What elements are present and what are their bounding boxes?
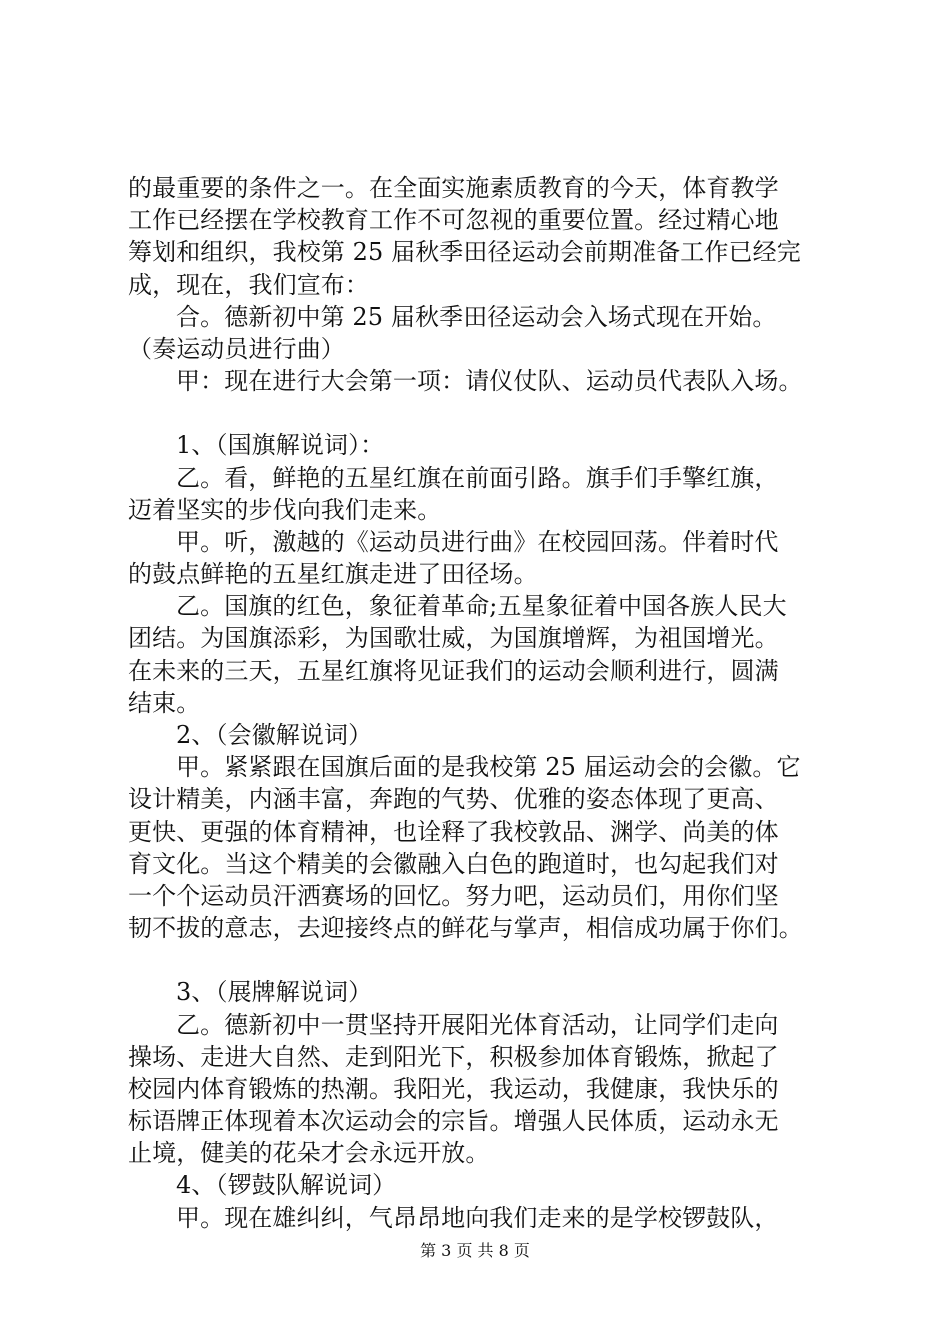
text-line: 筹划和组织，我校第 25 届秋季田径运动会前期准备工作已经完 xyxy=(128,238,801,267)
text-line: 团结。为国旗添彩，为国歌壮威，为国旗增辉，为祖国增光。 xyxy=(128,624,779,653)
text-line: 设计精美，内涵丰富，奔跑的气势、优雅的姿态体现了更高、 xyxy=(128,785,779,814)
text-line: 乙。看，鲜艳的五星红旗在前面引路。旗手们手擎红旗， xyxy=(176,463,779,492)
text-line: 校园内体育锻炼的热潮。我阳光，我运动，我健康，我快乐的 xyxy=(128,1074,779,1103)
text-line: 结束。 xyxy=(128,688,201,717)
text-line: 工作已经摆在学校教育工作不可忽视的重要位置。经过精心地 xyxy=(128,206,779,235)
text-line: 成，现在，我们宣布： xyxy=(128,270,369,299)
text-line: 迈着坚实的步伐向我们走来。 xyxy=(128,495,442,524)
text-line: 的最重要的条件之一。在全面实施素质教育的今天，体育教学 xyxy=(128,174,779,202)
text-line: 韧不拔的意志，去迎接终点的鲜花与掌声，相信成功属于你们。 xyxy=(128,914,803,943)
text-line: 一个个运动员汗洒赛场的回忆。努力吧，运动员们，用你们坚 xyxy=(128,881,779,910)
section-heading: 3、（展牌解说词） xyxy=(176,978,373,1007)
text-line: 甲：现在进行大会第一项：请仪仗队、运动员代表队入场。 xyxy=(176,367,803,396)
text-line: 更快、更强的体育精神，也诠释了我校敦品、渊学、尚美的体 xyxy=(128,817,779,846)
text-line: 甲。现在雄纠纠，气昂昂地向我们走来的是学校锣鼓队， xyxy=(176,1203,779,1232)
document-body xyxy=(128,172,850,1234)
text-line: 育文化。当这个精美的会徽融入白色的跑道时，也勾起我们对 xyxy=(128,849,779,878)
section-heading: 1、（国旗解说词）： xyxy=(176,431,385,460)
text-line: 操场、走进大自然、走到阳光下，积极参加体育锻炼，掀起了 xyxy=(128,1042,779,1071)
text-line: 止境，健美的花朵才会永远开放。 xyxy=(128,1139,490,1168)
text-line: 甲。紧紧跟在国旗后面的是我校第 25 届运动会的会徽。它 xyxy=(176,753,801,782)
text-line: 乙。德新初中一贯坚持开展阳光体育活动，让同学们走向 xyxy=(176,1010,779,1039)
text-line: （奏运动员进行曲） xyxy=(128,334,345,363)
text-line: 乙。国旗的红色，象征着革命;五星象征着中国各族人民大 xyxy=(176,592,787,621)
text-line: 在未来的三天，五星红旗将见证我们的运动会顺利进行，圆满 xyxy=(128,656,779,685)
section-heading: 2、（会徽解说词） xyxy=(176,721,373,749)
text-line: 的鼓点鲜艳的五星红旗走进了田径场。 xyxy=(128,560,538,589)
text-line: 标语牌正体现着本次运动会的宗旨。增强人民体质，运动永无 xyxy=(128,1107,779,1136)
text-line: 合。德新初中第 25 届秋季田径运动会入场式现在开始。 xyxy=(176,302,777,331)
section-heading: 4、（锣鼓队解说词） xyxy=(176,1171,397,1200)
page-number: 第 3 页 共 8 页 xyxy=(420,1241,530,1260)
text-line: 甲。听，激越的《运动员进行曲》在校园回荡。伴着时代 xyxy=(176,527,779,556)
